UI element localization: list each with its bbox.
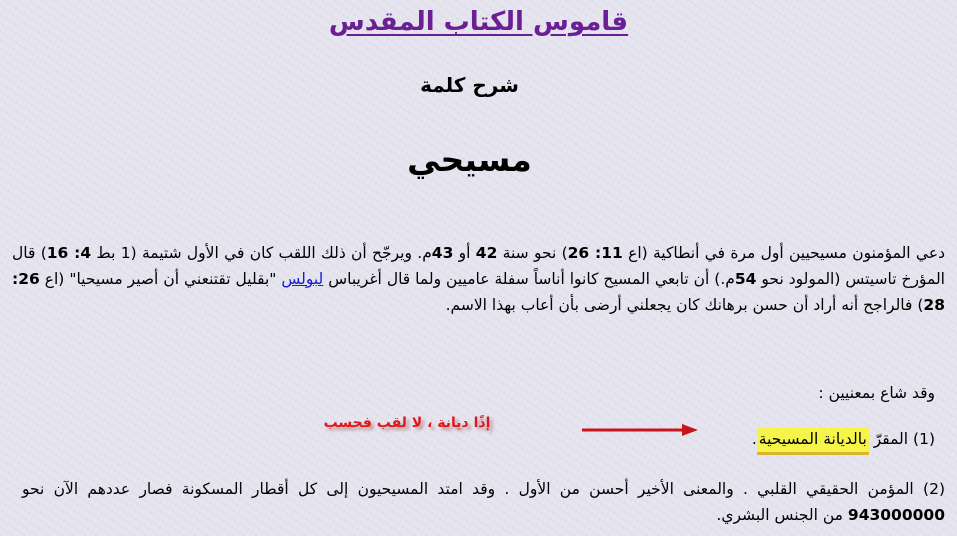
year-number: 43 — [431, 244, 454, 262]
definition-text: ) نحو سنة — [497, 244, 568, 262]
definition-text: ) قال المؤرخ تاسيتس (المولود نحو — [12, 244, 945, 288]
meaning-two-text: من الجنس البشري. — [716, 506, 848, 524]
headword: مسيحي — [407, 140, 532, 179]
meaning-two — [22, 476, 945, 528]
meaning-two-text: (2) المؤمن الحقيقي القلبي . والمعنى الأخير أحسن من الأول . وقد امتد المسيحيون إلى كل أقطار المسكونة فصار عددهم الآن نحو — [22, 480, 945, 498]
meanings-intro: وقد شاع بمعنيين : — [818, 384, 935, 402]
scripture-reference: 26: 28 — [12, 270, 945, 314]
scripture-reference: 11: 26 — [567, 244, 623, 262]
definition-text: ) فالراجح أنه أراد أن حسن برهانك كان يجعلني أرضى بأن أعاب بهذا الاسم. — [445, 296, 924, 314]
population-count: 943000000 — [847, 506, 945, 524]
dictionary-title — [0, 4, 957, 40]
definition-text: "بقليل تقتنعني أن أصير مسيحيا" (اع — [39, 270, 282, 288]
definition-text: دعي المؤمنون مسيحيين أول مرة في أنطاكية (اع — [622, 244, 945, 262]
meaning-one — [752, 425, 935, 453]
definition-text: م. ويرجّح أن ذلك اللقب كان في الأول شتيمة (1 بط — [91, 244, 432, 262]
paul-link[interactable]: لبولس — [281, 270, 324, 288]
dictionary-title-text: قاموس الكتاب المقدس — [328, 7, 629, 37]
word-explanation-subtitle: شرح كلمة — [420, 73, 519, 97]
highlighted-phrase: بالديانة المسيحية — [757, 428, 869, 455]
definition-text: م.) أن تابعي المسيح كانوا أناساً سفلة عاميين ولما قال أغريباس — [323, 270, 735, 288]
meaning-one-prefix: (1) المقرّ — [868, 430, 935, 448]
annotation-note: إذًا ديانة ، لا لقب فحسب — [323, 415, 491, 431]
definition-paragraph — [12, 240, 945, 318]
meaning-one-suffix: . — [751, 430, 757, 448]
year-number: 42 — [475, 244, 498, 262]
scripture-reference: 4: 16 — [46, 244, 92, 262]
arrow-icon — [580, 422, 700, 438]
year-number: 54 — [734, 270, 757, 288]
definition-text: أو — [453, 244, 476, 262]
